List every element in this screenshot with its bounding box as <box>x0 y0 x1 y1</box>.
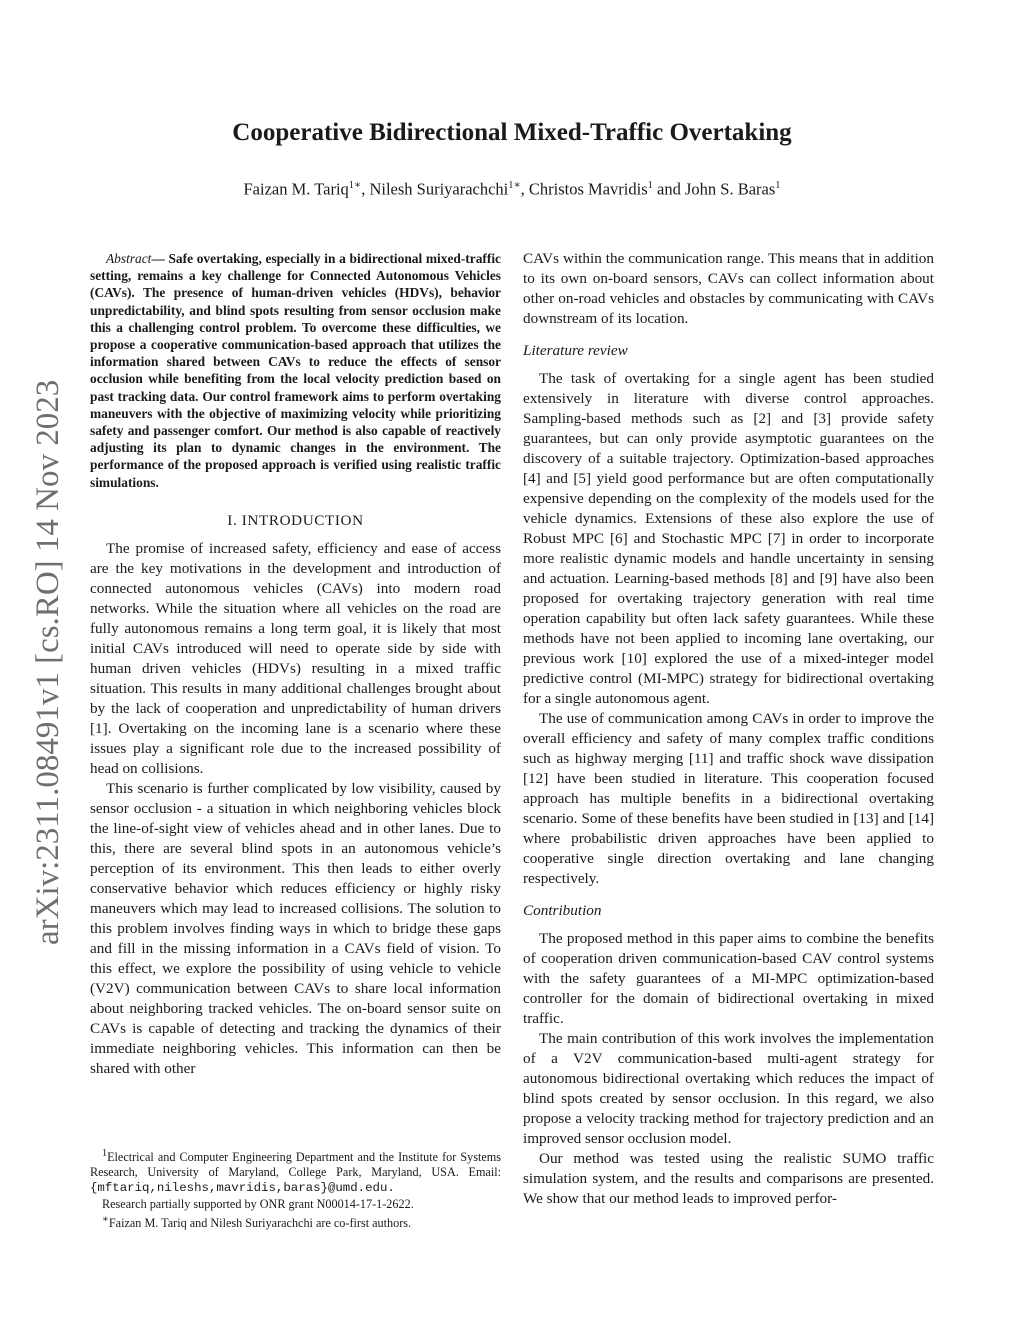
arxiv-identifier-stamp: arXiv:2311.08491v1 [cs.RO] 14 Nov 2023 <box>30 379 66 945</box>
author: Nilesh Suriyarachchi <box>369 179 509 199</box>
author: John S. Baras <box>684 179 776 199</box>
affiliation-footnote <box>90 1146 501 1197</box>
section-heading-introduction: I. INTRODUCTION <box>227 511 364 529</box>
author-list <box>0 175 1024 201</box>
footnote-mark: ∗ <box>102 1213 109 1225</box>
email-address: {mftariq,nileshs,mavridis,baras}@umd.edu. <box>90 1181 395 1196</box>
grant-footnote: Research partially supported by ONR grant N00014-17-1-2622. <box>102 1196 414 1211</box>
author-affiliation-mark: 1 <box>775 180 781 191</box>
footnotes <box>90 1146 501 1231</box>
paragraph: The use of communication among CAVs in order to improve the overall efficiency and safety of many complex traffic conditions such as highway merging [11] and traffic shock wave dissipation [12] have been studied in literature. This cooperation focused approach has multiple benefits in a bidirectional overtaking scenario. Some of these benefits have been studied in [13] and [14] where probabilistic driven approaches have been applied to cooperative single direction overtaking and lane changing respectively. <box>523 710 934 887</box>
paragraph: Our method was tested using the realistic SUMO traffic simulation system, and the results and comparisons are presented. We show that our method leads to improved perfor- <box>523 1150 934 1207</box>
author-separator: and <box>652 179 685 199</box>
author-affiliation-mark: 1∗ <box>348 180 362 191</box>
cofirst-text: Faizan M. Tariq and Nilesh Suriyarachchi are co-first authors. <box>108 1215 412 1230</box>
subsection-heading-literature-review: Literature review <box>523 342 628 359</box>
left-column <box>90 250 501 1079</box>
abstract-text: Safe overtaking, especially in a bidirectional mixed-traffic setting, remains a key challenge for Connected Autonomous Vehicles (CAVs). The presence of human-driven vehicles (HDVs), behavior unpredictability, and blind spots resulting from sensor occlusion make this a challenging control problem. To overcome these difficulties, we propose a cooperative communication-based approach that utilizes the information shared between CAVs to reduce the effects of sensor occlusion while benefiting from the local velocity prediction based on past tracking data. Our control framework aims to perform overtaking maneuvers with the objective of maximizing velocity while prioritizing safety and passenger comfort. Our method is also capable of reactively adjusting its plan to dynamic changes in the environment. The performance of the proposed approach is verified using realistic traffic simulations. <box>90 251 501 490</box>
author-affiliation-mark: 1 <box>647 180 653 191</box>
affiliation-text: Electrical and Computer Engineering Department and the Institute for Systems Research, University of Maryland, College Park, Maryland, USA. Email: <box>90 1150 501 1180</box>
author: Faizan M. Tariq <box>243 179 349 199</box>
abstract: Abstract— Safe overtaking, especially in a bidirectional mixed-traffic setting, remains a key challenge for Connected Autonomous Vehicles (CAVs). The presence of human-driven vehicles (HDVs), behavior unpredictability, and blind spots resulting from sensor occlusion make this a challenging control problem. To overcome these difficulties, we propose a cooperative communication-based approach that utilizes the information shared between CAVs to reduce the effects of sensor occlusion while benefiting from the local velocity prediction based on past tracking data. Our control framework aims to perform overtaking maneuvers with the objective of maximizing velocity while prioritizing safety and passenger comfort. Our method is also capable of reactively adjusting its plan to dynamic changes in the environment. The performance of the proposed approach is verified using realistic traffic simulations. <box>90 251 501 490</box>
footnote-mark: 1 <box>102 1148 108 1159</box>
author-separator: , <box>520 179 529 199</box>
paragraph: The task of overtaking for a single agent has been studied extensively in literature with diverse control approaches. Sampling-based methods such as [2] and [3] provide safety guarantees, but can only provide asymptotic guarantees on the discovery of a suitable trajectory. Optimization-based approaches [4] and [5] yield good performance but are often computationally expensive depending on the complexity of the models used for the vehicle dynamics. Extensions of these also explore the use of Robust MPC [6] and Stochastic MPC [7] in order to incorporate more realistic dynamic models and handle uncertainty in sensing and actuation. Learning-based methods [8] and [9] have also been proposed for overtaking trajectory generation with real time operation capability but often lack safety guarantees. While these methods have not been applied to incoming lane overtaking, our previous work [10] explored the use of a mixed-integer model predictive control (MI-MPC) strategy for bidirectional overtaking for a single autonomous agent. <box>523 370 934 707</box>
cofirst-footnote <box>90 1212 501 1231</box>
subsection-heading-contribution: Contribution <box>523 902 602 919</box>
author: Christos Mavridis <box>528 179 648 199</box>
paragraph: The promise of increased safety, efficiency and ease of access are the key motivations in the development and introduction of connected autonomous vehicles (CAVs) into modern road networks. While the situation where all vehicles on the road are fully autonomous remains a long term goal, it is likely that most initial CAVs introduced will need to operate side by side with human driven vehicles (HDVs) resulting in a mixed traffic situation. This results in many additional challenges brought about by the lack of cooperation and unpredictability of human drivers [1]. Overtaking on the incoming lane is a scenario where these issues play a significant role due to the increased possibility of head on collisions. <box>90 539 501 777</box>
paragraph: The main contribution of this work involves the implementation of a V2V communication-based multi-agent strategy for autonomous bidirectional overtaking which reduces the impact of blind spots created by sensor occlusion. In this regard, we also propose a velocity tracking method for trajectory prediction and an improved sensor occlusion model. <box>523 1030 934 1147</box>
right-column <box>523 249 934 1209</box>
paragraph: This scenario is further complicated by low visibility, caused by sensor occlusion - a situation in which neighboring vehicles block the line-of-sight view of vehicles ahead and in other lanes. Due to this, there are several blind spots in an autonomous vehicle’s perception of its environment. This then leads to either overly conservative behavior which reduces efficiency or highly risky maneuvers which may lead to increased collisions. The solution to this problem involves finding ways in which to bridge these gaps and fill in the missing information in a CAVs field of vision. To this effect, we explore the possibility of using vehicle to vehicle (V2V) communication between CAVs to share local information about neighboring tracked vehicles. The on-board sensor suite on CAVs is capable of detecting and tracking the dynamics of their immediate neighboring vehicles. This information can then be shared with other <box>90 779 501 1077</box>
abstract-label: Abstract <box>106 251 152 266</box>
author-affiliation-mark: 1∗ <box>508 180 521 191</box>
paper-title: Cooperative Bidirectional Mixed-Traffic Overtaking <box>232 119 792 146</box>
paragraph-continuation: CAVs within the communication range. This means that in addition to its own on-board sensors, CAVs can collect information about other on-road vehicles and obstacles by communicating with CAVs downstream of its location. <box>523 250 934 327</box>
author-separator: , <box>361 179 370 199</box>
paragraph: The proposed method in this paper aims to combine the benefits of cooperation driven communication-based CAV control systems with the safety guarantees of a MI-MPC optimization-based controller for the domain of bidirectional overtaking in mixed traffic. <box>523 930 934 1027</box>
